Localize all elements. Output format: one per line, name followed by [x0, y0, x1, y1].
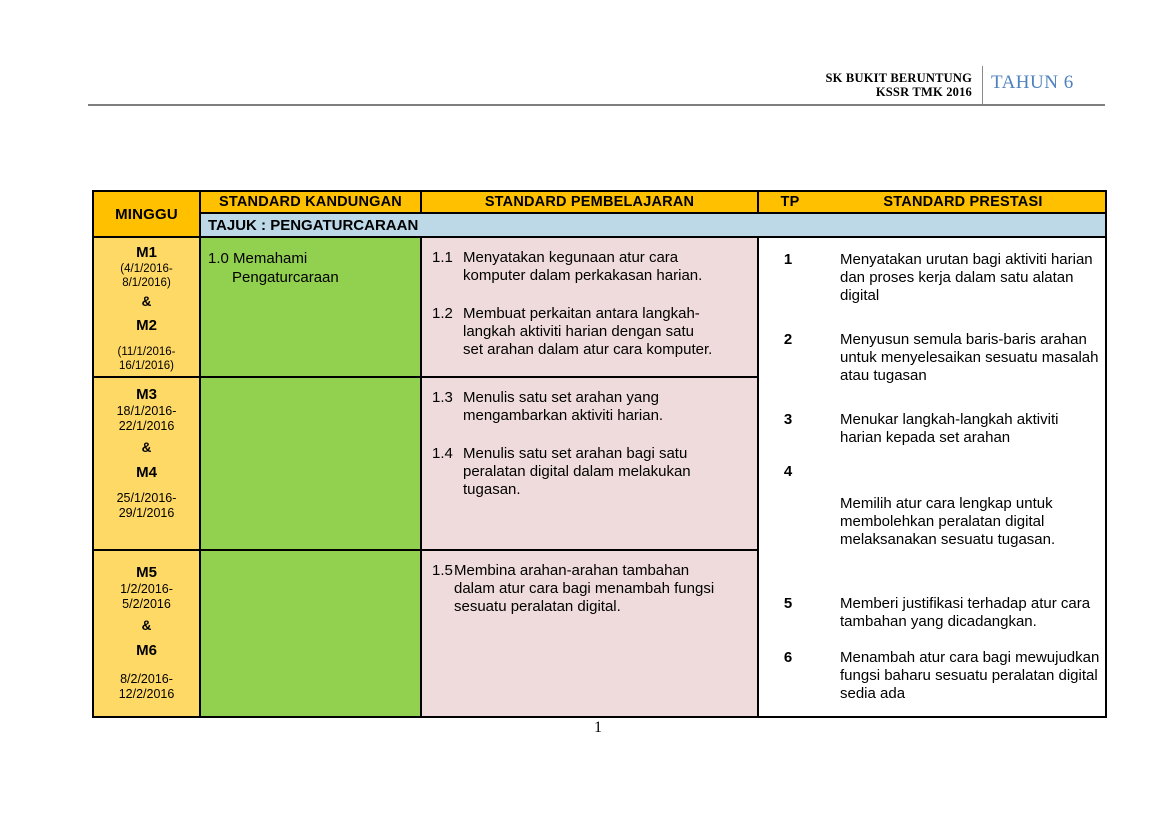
week-dates: 8/2/2016-: [120, 672, 173, 686]
prestasi-text: Menukar langkah-langkah aktiviti harian kepada set arahan: [840, 411, 1059, 446]
week-label: M3: [136, 386, 157, 403]
prestasi-item: [759, 595, 1105, 631]
item-text: Menyatakan kegunaan atur cara komputer dalam perkakasan harian.: [463, 249, 703, 284]
learning-item: [432, 249, 749, 285]
content-standard-cell: [201, 551, 422, 718]
prestasi-text: Menyusun semula baris-baris arahan untuk menyelesaikan sesuatu masalah atau tugasan: [840, 331, 1099, 384]
week-dates: (11/1/2016-: [117, 346, 176, 358]
learning-item: [432, 305, 749, 359]
week-dates: 25/1/2016-: [116, 491, 177, 505]
tp-number: 5: [783, 595, 793, 612]
prestasi-text: Menambah atur cara bagi mewujudkan fungsi baharu sesuatu peralatan digital sedia ada: [840, 649, 1100, 702]
item-text: Membina arahan-arahan tambahan dalam atur cara bagi menambah fungsi sesuatu peralatan digital.: [454, 562, 715, 615]
learning-item: [432, 562, 749, 616]
ampersand: &: [141, 294, 152, 309]
week-dates: 22/1/2016: [118, 419, 175, 433]
tp-number: 3: [783, 411, 793, 428]
item-number: 1.2: [432, 305, 453, 322]
tp-number: 1: [783, 251, 793, 268]
week-dates: 29/1/2016: [118, 506, 175, 520]
kandungan-header-cell: STANDARD KANDUNGAN: [201, 192, 422, 214]
week-label: M5: [136, 564, 157, 581]
content-standard-cell: [201, 378, 422, 551]
prestasi-text: Memberi justifikasi terhadap atur cara tambahan yang dicadangkan.: [840, 595, 1091, 630]
week-dates: 18/1/2016-: [116, 404, 177, 418]
tp-header-label: TP: [780, 194, 800, 210]
header-rule: [88, 104, 1105, 106]
curriculum-table: [92, 190, 1107, 718]
learning-standard-cell: [422, 378, 759, 551]
week-cell-m1-m2: [94, 238, 201, 378]
pembelajaran-header-cell: STANDARD PEMBELAJARAN: [422, 192, 759, 214]
prestasi-item: [759, 251, 1105, 305]
week-dates: 12/2/2016: [118, 687, 175, 701]
content-standard-cell: [201, 238, 422, 378]
week-label: M4: [136, 464, 157, 481]
content-standard-line2: Pengaturcaraan: [232, 269, 339, 286]
week-dates: (4/1/2016-: [120, 263, 173, 275]
learning-standard-cell: [422, 551, 759, 718]
prestasi-item: [759, 649, 1105, 703]
item-text: Menulis satu set arahan yang mengambarkan aktiviti harian.: [463, 389, 664, 424]
header-divider: [982, 66, 983, 105]
kssr-label: KSSR TMK 2016: [875, 85, 972, 99]
week-cell-m3-m4: [94, 378, 201, 551]
week-dates: 1/2/2016-: [120, 582, 173, 596]
item-text: Membuat perkaitan antara langkah-langkah aktiviti harian dengan satu set arahan dalam atur cara komputer.: [463, 305, 713, 358]
page-number: 1: [594, 719, 602, 736]
tp-number: 6: [783, 649, 793, 666]
ampersand: &: [141, 440, 152, 455]
tp-prestasi-cell: [759, 238, 1107, 718]
content-standard-line1: 1.0 Memahami: [208, 250, 308, 267]
learning-item: [432, 445, 749, 499]
item-number: 1.4: [432, 445, 453, 462]
week-dates: 5/2/2016: [122, 597, 171, 611]
minggu-header-cell: MINGGU: [94, 192, 201, 238]
prestasi-item: [759, 411, 1105, 447]
week-cell-m5-m6: [94, 551, 201, 718]
week-label: M6: [136, 642, 157, 659]
tp-number: 2: [783, 331, 793, 348]
learning-standard-cell: [422, 238, 759, 378]
prestasi-text: Memilih atur cara lengkap untuk membolehkan peralatan digital melaksanakan sesuatu tugasan.: [840, 495, 1056, 548]
item-number: 1.1: [432, 249, 453, 266]
prestasi-item: [759, 463, 1105, 549]
learning-item: [432, 389, 749, 425]
ampersand: &: [141, 618, 152, 633]
week-dates: 8/1/2016): [122, 277, 171, 289]
prestasi-text: Menyatakan urutan bagi aktiviti harian dan proses kerja dalam satu alatan digital: [840, 251, 1093, 304]
week-label: M1: [136, 244, 157, 261]
tp-prestasi-header-cell: [759, 192, 1107, 214]
page-header: [826, 71, 972, 99]
school-name: SK BUKIT BERUNTUNG: [825, 71, 972, 85]
item-text: Menulis satu set arahan bagi satu peralatan digital dalam melakukan tugasan.: [463, 445, 691, 498]
tp-number: 4: [783, 463, 793, 480]
item-number: 1.5: [432, 562, 453, 579]
item-number: 1.3: [432, 389, 453, 406]
week-label: M2: [136, 317, 157, 334]
prestasi-header-label: STANDARD PRESTASI: [883, 194, 1043, 210]
year-label: TAHUN 6: [991, 72, 1074, 93]
prestasi-item: [759, 331, 1105, 385]
week-dates: 16/1/2016): [119, 360, 174, 372]
tajuk-cell: TAJUK : PENGATURCARAAN: [201, 214, 1107, 238]
